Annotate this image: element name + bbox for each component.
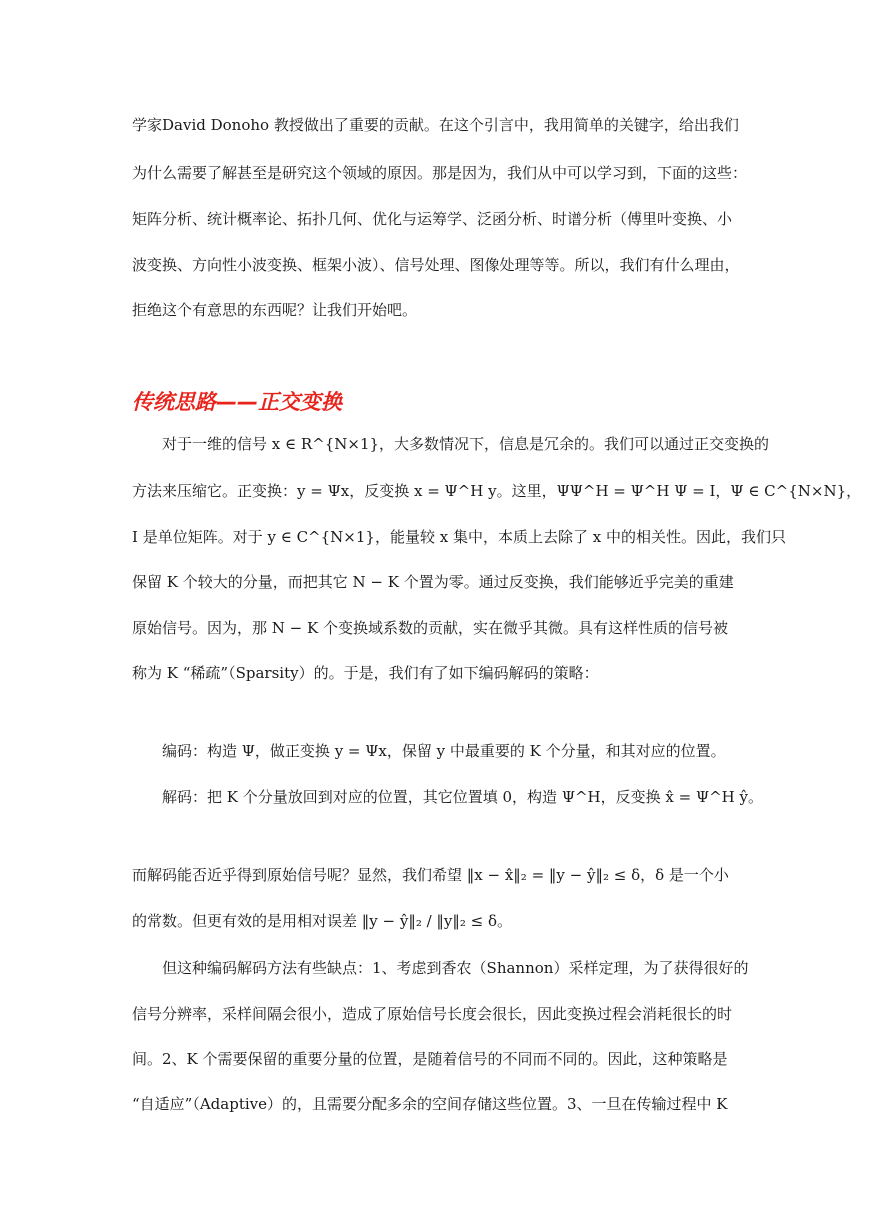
section-line: 对于一维的信号 x ∈ R^{N×1}，大多数情况下，信息是冗余的。我们可以通过正交变换的	[162, 435, 770, 453]
intro-line: 为什么需要了解甚至是研究这个领域的原因。那是因为，我们从中可以学习到，下面的这些：	[132, 164, 748, 182]
encode-line: 编码：构造 Ψ，做正变换 y = Ψx，保留 y 中最重要的 K 个分量，和其对应的位置。	[162, 742, 726, 760]
intro-line: 拒绝这个有意思的东西呢？让我们开始吧。	[132, 301, 418, 319]
paragraph-line: 间。2、K 个需要保留的重要分量的位置，是随着信号的不同而不同的。因此，这种策略是	[132, 1050, 728, 1068]
paragraph-line: 的常数。但更有效的是用相对误差 ‖y − ŷ‖₂ / ‖y‖₂ ≤ δ。	[132, 912, 513, 930]
section-line: 原始信号。因为，那 N − K 个变换域系数的贡献，实在微乎其微。具有这样性质的信号被	[132, 619, 728, 637]
intro-line: 学家David Donoho 教授做出了重要的贡献。在这个引言中，我用简单的关键字，给出我们	[132, 116, 739, 134]
paragraph-line: 而解码能否近乎得到原始信号呢？显然，我们希望 ‖x − x̂‖₂ = ‖y − ŷ‖₂ ≤ δ，δ 是一个小	[132, 866, 729, 884]
intro-line: 波变换、方向性小波变换、框架小波）、信号处理、图像处理等等。所以，我们有什么理由，	[132, 256, 740, 274]
section-line: I 是单位矩阵。对于 y ∈ C^{N×1}，能量较 x 集中，本质上去除了 x 中的相关性。因此，我们只	[132, 528, 786, 546]
section-line: 保留 K 个较大的分量，而把其它 N − K 个置为零。通过反变换，我们能够近乎完美的重建	[132, 573, 734, 591]
section-line: 方法来压缩它。正变换：y = Ψx，反变换 x = Ψ^H y。这里，ΨΨ^H = Ψ^H Ψ = I，Ψ ∈ C^{N×N}，	[132, 482, 862, 500]
paragraph-line: 信号分辨率，采样间隔会很小，造成了原始信号长度会很长，因此变换过程会消耗很长的时	[132, 1005, 733, 1023]
paragraph-line: 但这种编码解码方法有些缺点：1、考虑到香农（Shannon）采样定理，为了获得很好的	[162, 959, 749, 977]
paragraph-line: “自适应”（Adaptive）的，且需要分配多余的空间存储这些位置。3、一旦在传输过程中 K	[132, 1095, 728, 1113]
intro-line: 矩阵分析、统计概率论、拓扑几何、优化与运筹学、泛函分析、时谱分析（傅里叶变换、小	[132, 210, 733, 228]
section-heading: 传统思路——正交变换	[132, 390, 342, 414]
decode-line: 解码：把 K 个分量放回到对应的位置，其它位置填 0，构造 Ψ^H，反变换 x̂ = Ψ^H ŷ。	[162, 788, 764, 806]
section-line: 称为 K “稀疏”（Sparsity）的。于是，我们有了如下编码解码的策略：	[132, 664, 599, 682]
